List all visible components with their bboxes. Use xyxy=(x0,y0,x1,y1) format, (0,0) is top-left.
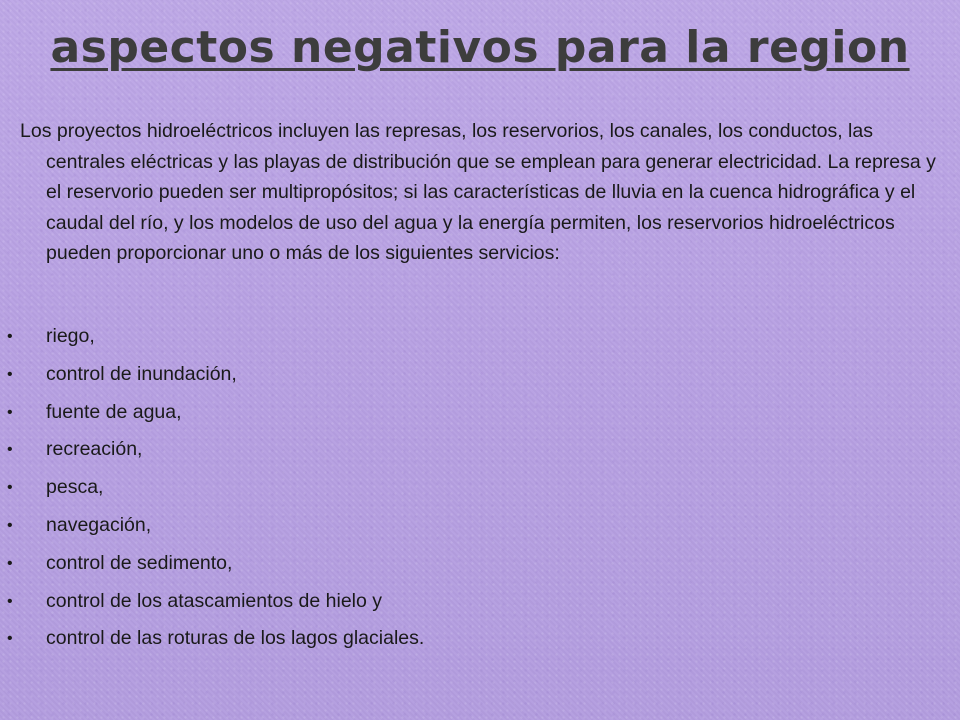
bullet-icon: • xyxy=(7,516,13,534)
intro-paragraph: Los proyectos hidroeléctricos incluyen las represas, los reservorios, los canales, los conductos, las centrales eléctricas y las playas de distribución que se emplean para generar electricidad. La represa y el reservorio pueden ser multipropósitos; si las características de lluvia en la cuenca hidrográfica y el caudal del río, y los modelos de uso del agua y la energía permiten, los reservorios hidroeléctricos pueden proporcionar uno o más de los siguientes servicios: xyxy=(20,120,936,264)
list-item-text: fuente de agua, xyxy=(46,400,182,423)
list-item xyxy=(0,431,960,469)
bullet-icon: • xyxy=(7,403,13,421)
list-item xyxy=(0,583,960,621)
bullet-icon: • xyxy=(7,441,13,459)
list-item xyxy=(0,318,960,356)
list-item xyxy=(0,507,960,545)
bullet-icon: • xyxy=(7,328,13,345)
services-list xyxy=(0,318,960,658)
list-item-text: control de las roturas de los lagos glaciales. xyxy=(46,627,425,650)
list-item xyxy=(0,394,960,432)
bullet-icon: • xyxy=(7,554,13,572)
bullet-icon: • xyxy=(7,630,13,648)
slide-title: aspectos negativos para la region xyxy=(50,22,910,73)
list-item xyxy=(0,356,960,394)
list-item xyxy=(0,469,960,507)
list-item-text: pesca, xyxy=(46,476,104,499)
list-item-text: riego, xyxy=(46,325,95,347)
list-item xyxy=(0,620,960,658)
list-item-text: recreación, xyxy=(46,438,143,461)
bullet-icon: • xyxy=(7,479,13,497)
list-item-text: control de sedimento, xyxy=(46,551,233,574)
list-item-text: control de inundación, xyxy=(46,362,237,385)
bullet-icon: • xyxy=(7,365,13,383)
bullet-icon: • xyxy=(7,592,13,610)
list-item xyxy=(0,545,960,583)
list-item-text: navegación, xyxy=(46,513,152,536)
list-item-text: control de los atascamientos de hielo y xyxy=(46,589,383,612)
